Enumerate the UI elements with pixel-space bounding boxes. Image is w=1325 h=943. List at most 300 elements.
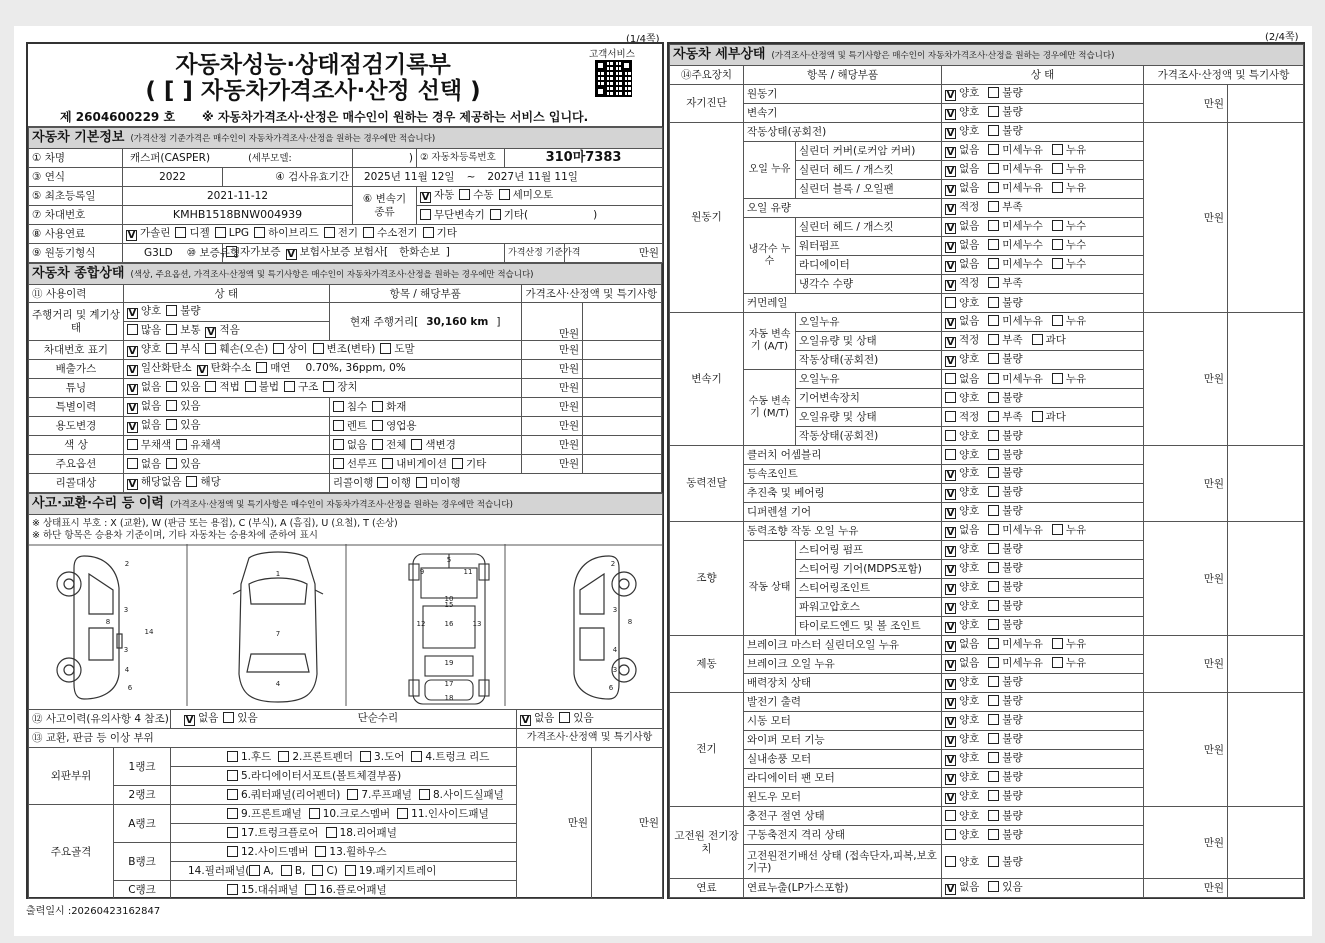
- overall-row-options: [123, 379, 521, 398]
- checkbox[interactable]: [372, 420, 383, 431]
- checkbox[interactable]: [411, 439, 422, 450]
- checkbox[interactable]: V: [521, 715, 530, 726]
- checkbox[interactable]: V: [946, 470, 955, 481]
- option-label: 기타(: [503, 209, 529, 221]
- checkbox[interactable]: [988, 430, 999, 441]
- overall-row: [29, 436, 662, 455]
- checkbox[interactable]: V: [946, 185, 955, 196]
- option-ov2-5: [323, 381, 357, 393]
- detail-state: [942, 484, 1144, 503]
- detail-state: [942, 750, 1144, 769]
- exchange-unit-1: 만원: [517, 748, 592, 899]
- detail-item: 라디에이터 팬 모터: [744, 769, 942, 788]
- checkbox[interactable]: [324, 227, 335, 238]
- overall-row-note: [583, 398, 662, 417]
- option-label: 양호: [959, 581, 980, 593]
- detail-unit: 만원: [1144, 85, 1228, 123]
- detail-item: 윈도우 모터: [744, 788, 942, 807]
- checkbox[interactable]: V: [128, 384, 137, 395]
- overall-row: [29, 379, 662, 398]
- checkbox[interactable]: V: [946, 736, 955, 747]
- option-label: 없음: [959, 144, 980, 156]
- checkbox[interactable]: V: [946, 204, 955, 215]
- option-d3-3-0: [945, 505, 979, 517]
- option-label: 없음: [959, 258, 980, 270]
- checkbox[interactable]: [166, 381, 177, 392]
- checkbox[interactable]: V: [946, 90, 955, 101]
- option-label: 색변경: [425, 439, 456, 451]
- checkbox[interactable]: [945, 392, 956, 403]
- checkbox[interactable]: [176, 439, 187, 450]
- checkbox[interactable]: V: [946, 717, 955, 728]
- checkbox[interactable]: V: [946, 261, 955, 272]
- checkbox[interactable]: [499, 189, 510, 200]
- part-label: 12.사이드멤버: [241, 846, 309, 858]
- checkbox[interactable]: V: [946, 166, 955, 177]
- checkbox[interactable]: [333, 401, 344, 412]
- checkbox[interactable]: [227, 884, 238, 895]
- checkbox[interactable]: [945, 856, 956, 867]
- detail-item: 동력조향 작동 오일 누유: [744, 522, 942, 541]
- checkbox[interactable]: [423, 227, 434, 238]
- checkbox[interactable]: [1052, 239, 1063, 250]
- checkbox[interactable]: [1052, 315, 1063, 326]
- detail-state: [942, 218, 1144, 237]
- checkbox[interactable]: [988, 411, 999, 422]
- option-ovx6-1: [382, 458, 447, 470]
- checkbox[interactable]: [175, 227, 186, 238]
- option-label: 양호: [959, 714, 980, 726]
- checkbox[interactable]: [988, 829, 999, 840]
- checkbox[interactable]: [416, 477, 427, 488]
- detail-item: 오일누유: [796, 313, 942, 332]
- checkbox[interactable]: V: [421, 192, 430, 203]
- overall-row-extra: [329, 398, 521, 417]
- year: 2022: [123, 168, 223, 187]
- title-line1: 자동차성능·상태점검기록부: [175, 52, 451, 78]
- option-d1-5-1: [988, 220, 1043, 232]
- checkbox[interactable]: [988, 581, 999, 592]
- checkbox[interactable]: [988, 373, 999, 384]
- checkbox[interactable]: [988, 714, 999, 725]
- checkbox[interactable]: [988, 220, 999, 231]
- checkbox[interactable]: V: [946, 223, 955, 234]
- overall-row-extra: [329, 417, 521, 436]
- checkbox[interactable]: [377, 477, 388, 488]
- checkbox[interactable]: [166, 419, 177, 430]
- option-label: 있음: [573, 712, 594, 724]
- option-d1-2-2: [1052, 163, 1086, 175]
- checkbox[interactable]: V: [946, 489, 955, 500]
- checkbox[interactable]: [988, 258, 999, 269]
- detail-state: [942, 541, 1144, 560]
- checkbox[interactable]: [205, 343, 216, 354]
- checkbox[interactable]: [1052, 373, 1063, 384]
- option-d2-2-0: [945, 353, 979, 365]
- checkbox[interactable]: [215, 227, 226, 238]
- option-label: 변조(변타): [326, 343, 376, 355]
- overall-row-unit: 만원: [521, 398, 583, 417]
- checkbox[interactable]: [278, 751, 289, 762]
- diagram-number-side2-0: 2: [610, 560, 616, 568]
- checkbox[interactable]: [326, 827, 337, 838]
- checkbox[interactable]: [223, 712, 234, 723]
- option-d5-1-2: [1052, 657, 1086, 669]
- diagram-number-frame-9: 12: [416, 620, 426, 628]
- detail-state: [942, 313, 1144, 332]
- option-simple-1: [559, 712, 593, 724]
- checkbox[interactable]: [1032, 334, 1043, 345]
- checkbox[interactable]: [988, 106, 999, 117]
- checkbox[interactable]: [397, 808, 408, 819]
- checkbox[interactable]: [988, 790, 999, 801]
- checkbox[interactable]: V: [946, 565, 955, 576]
- checkbox[interactable]: [315, 846, 326, 857]
- checkbox[interactable]: [988, 297, 999, 308]
- checkbox[interactable]: V: [946, 584, 955, 595]
- checkbox[interactable]: V: [128, 422, 137, 433]
- checkbox[interactable]: [945, 411, 956, 422]
- option-ov0-2: [205, 343, 268, 355]
- checkbox[interactable]: [988, 353, 999, 364]
- option-label: 적법: [219, 381, 240, 393]
- option-label: 불량: [1002, 714, 1023, 726]
- checkbox[interactable]: [988, 733, 999, 744]
- checkbox[interactable]: [249, 865, 260, 876]
- option-label: 누유: [1065, 657, 1087, 669]
- part-r1a-3: [411, 751, 489, 763]
- checkbox[interactable]: V: [946, 679, 955, 690]
- option-simple-0: [520, 712, 554, 724]
- detail-group-7: 고전원 전기장치: [670, 807, 744, 879]
- checkbox[interactable]: V: [198, 365, 206, 376]
- checkbox[interactable]: [945, 810, 956, 821]
- checkbox[interactable]: [988, 239, 999, 250]
- checkbox[interactable]: [988, 695, 999, 706]
- checkbox[interactable]: [227, 808, 238, 819]
- checkbox[interactable]: [312, 865, 323, 876]
- overall-row-note: [583, 360, 662, 379]
- checkbox[interactable]: [323, 381, 334, 392]
- checkbox[interactable]: V: [946, 546, 955, 557]
- checkbox[interactable]: [372, 401, 383, 412]
- part-rAb-1: [326, 827, 397, 839]
- checkbox[interactable]: V: [946, 527, 955, 538]
- h-item: 항목 / 해당부품: [329, 285, 521, 303]
- checkbox[interactable]: [988, 315, 999, 326]
- checkbox[interactable]: V: [946, 793, 955, 804]
- checkbox[interactable]: [1052, 657, 1063, 668]
- checkbox[interactable]: V: [946, 660, 955, 671]
- checkbox[interactable]: V: [946, 280, 955, 291]
- option-label: 렌트: [346, 420, 368, 432]
- checkbox[interactable]: [988, 392, 999, 403]
- checkbox[interactable]: [284, 381, 295, 392]
- overall-row-unit: 만원: [521, 341, 583, 360]
- checkbox[interactable]: [347, 789, 358, 800]
- checkbox[interactable]: [313, 343, 324, 354]
- checkbox[interactable]: V: [946, 698, 955, 709]
- checkbox[interactable]: [333, 420, 344, 431]
- checkbox[interactable]: [363, 227, 374, 238]
- checkbox[interactable]: [254, 227, 265, 238]
- checkbox[interactable]: [127, 324, 138, 335]
- option-d0-0-1: [988, 87, 1022, 99]
- checkbox[interactable]: [988, 182, 999, 193]
- checkbox[interactable]: [333, 439, 344, 450]
- checkbox[interactable]: [988, 657, 999, 668]
- checkbox[interactable]: V: [946, 884, 955, 895]
- checkbox[interactable]: [988, 334, 999, 345]
- detail-state: [942, 769, 1144, 788]
- checkbox[interactable]: [988, 543, 999, 554]
- rankA-parts-b: [171, 824, 517, 843]
- checkbox[interactable]: [945, 297, 956, 308]
- checkbox[interactable]: [166, 400, 177, 411]
- option-label: 불량: [180, 305, 201, 317]
- checkbox[interactable]: [988, 752, 999, 763]
- checkbox[interactable]: [420, 209, 431, 220]
- checkbox[interactable]: [411, 751, 422, 762]
- checkbox[interactable]: [988, 125, 999, 136]
- detail-item: 브레이크 마스터 실린더오일 누유: [744, 636, 942, 655]
- checkbox[interactable]: [1052, 182, 1063, 193]
- checkbox[interactable]: [1052, 258, 1063, 269]
- checkbox[interactable]: [988, 638, 999, 649]
- checkbox[interactable]: V: [128, 308, 137, 319]
- option-d5-2-1: [988, 676, 1022, 688]
- checkbox[interactable]: [380, 343, 391, 354]
- part-rBb-2: [312, 865, 337, 877]
- option-d3-1-0: [945, 467, 979, 479]
- diagram-number-frame-3: 10: [444, 595, 454, 603]
- part-rBa-1: [315, 846, 386, 858]
- engine-cell: G3LD ⑩ 보증유형: [123, 244, 223, 263]
- diagram-number-top-2: 4: [275, 680, 281, 688]
- detail-state: [942, 370, 1144, 389]
- detail-item: 디퍼렌셜 기어: [744, 503, 942, 522]
- option-fuel-4: [324, 227, 358, 239]
- checkbox[interactable]: [988, 771, 999, 782]
- option-label: 없음: [959, 373, 980, 385]
- option-d2-3-2: [1052, 373, 1086, 385]
- checkbox[interactable]: [988, 856, 999, 867]
- detail-unit: 만원: [1144, 693, 1228, 807]
- checkbox[interactable]: [1052, 163, 1063, 174]
- overall-row-label: 배출가스: [29, 360, 124, 379]
- checkbox[interactable]: V: [946, 109, 955, 120]
- checkbox[interactable]: [333, 458, 344, 469]
- checkbox[interactable]: [226, 246, 237, 257]
- checkbox[interactable]: V: [128, 346, 137, 357]
- checkbox[interactable]: [988, 562, 999, 573]
- option-ov0-3: [273, 343, 307, 355]
- option-d1-1-0: [945, 144, 979, 156]
- checkbox[interactable]: [256, 362, 267, 373]
- detail-row: [670, 879, 1304, 898]
- checkbox[interactable]: V: [946, 128, 955, 139]
- checkbox[interactable]: [988, 810, 999, 821]
- option-label: 미세누수: [1002, 258, 1043, 270]
- option-label: 없음: [534, 712, 555, 724]
- option-ov2-3: [245, 381, 279, 393]
- checkbox[interactable]: V: [946, 356, 955, 367]
- checkbox[interactable]: [559, 712, 570, 723]
- checkbox[interactable]: [227, 827, 238, 838]
- checkbox[interactable]: V: [946, 603, 955, 614]
- detail-item: 실린더 커버(로커암 커버): [796, 142, 942, 161]
- checkbox[interactable]: [988, 144, 999, 155]
- checkbox[interactable]: V: [207, 327, 215, 338]
- option-d5-0-2: [1052, 638, 1086, 650]
- checkbox[interactable]: [227, 770, 238, 781]
- checkbox[interactable]: [945, 829, 956, 840]
- checkbox[interactable]: [945, 449, 956, 460]
- checkbox[interactable]: [205, 381, 216, 392]
- checkbox[interactable]: [988, 467, 999, 478]
- checkbox[interactable]: [273, 343, 284, 354]
- page-number-left: (1/4쪽): [626, 34, 660, 45]
- part-rC-1: [305, 884, 386, 896]
- option-label: 불량: [1002, 581, 1023, 593]
- checkbox[interactable]: [988, 881, 999, 892]
- checkbox[interactable]: V: [287, 249, 295, 260]
- option-label: 불량: [1002, 505, 1023, 517]
- option-hist-0: [184, 712, 218, 724]
- option-label: 있음: [237, 712, 258, 724]
- checkbox[interactable]: V: [946, 755, 955, 766]
- option-d1-2-0: [945, 163, 979, 175]
- checkbox[interactable]: [988, 163, 999, 174]
- checkbox[interactable]: [166, 305, 177, 316]
- checkbox[interactable]: V: [128, 479, 137, 490]
- checkbox[interactable]: [127, 439, 138, 450]
- checkbox[interactable]: V: [128, 365, 137, 376]
- checkbox[interactable]: [988, 524, 999, 535]
- fuel-label: ⑧ 사용연료: [29, 225, 123, 244]
- option-d2-5-1: [988, 411, 1022, 423]
- detail-state: [942, 104, 1144, 123]
- checkbox[interactable]: [227, 846, 238, 857]
- checkbox[interactable]: V: [946, 622, 955, 633]
- checkbox[interactable]: [988, 505, 999, 516]
- checkbox[interactable]: V: [128, 403, 137, 414]
- checkbox[interactable]: V: [946, 774, 955, 785]
- detail-state: [942, 807, 1144, 826]
- mileage-note: [583, 303, 662, 341]
- fuel-options: [123, 225, 663, 244]
- checkbox[interactable]: [166, 343, 177, 354]
- checkbox[interactable]: [227, 751, 238, 762]
- checkbox[interactable]: [988, 277, 999, 288]
- checkbox[interactable]: [166, 324, 177, 335]
- checkbox[interactable]: V: [946, 508, 955, 519]
- overall-row-options: [123, 341, 521, 360]
- rankA-parts-a: [171, 805, 517, 824]
- option-label: 양호: [959, 855, 980, 868]
- checkbox[interactable]: [419, 789, 430, 800]
- checkbox[interactable]: V: [946, 641, 955, 652]
- checkbox[interactable]: [988, 600, 999, 611]
- checkbox[interactable]: [281, 865, 292, 876]
- overall-row-unit: 만원: [521, 455, 583, 474]
- checkbox[interactable]: [382, 458, 393, 469]
- option-d6-5-0: [945, 790, 979, 802]
- checkbox[interactable]: [245, 381, 256, 392]
- option-label: 양호: [959, 600, 980, 612]
- checkbox[interactable]: [309, 808, 320, 819]
- checkbox[interactable]: [988, 87, 999, 98]
- checkbox[interactable]: [345, 865, 356, 876]
- checkbox[interactable]: [988, 676, 999, 687]
- checkbox[interactable]: [490, 209, 501, 220]
- checkbox[interactable]: V: [946, 242, 955, 253]
- option-d4-2-1: [988, 562, 1022, 574]
- option-d4-0-1: [988, 524, 1043, 536]
- checkbox[interactable]: [945, 430, 956, 441]
- checkbox[interactable]: V: [946, 147, 955, 158]
- detail-item: 원동기: [744, 85, 942, 104]
- checkbox[interactable]: V: [946, 337, 955, 348]
- option-label: 미세누유: [1002, 182, 1043, 194]
- option-label: 불량: [1002, 125, 1023, 137]
- checkbox[interactable]: [1032, 411, 1043, 422]
- option-d1-6-2: [1052, 239, 1086, 251]
- checkbox[interactable]: [186, 476, 197, 487]
- checkbox[interactable]: [1052, 638, 1063, 649]
- option-label: 불법: [258, 381, 280, 393]
- option-recalldone-1: [416, 477, 460, 489]
- checkbox[interactable]: [305, 884, 316, 895]
- checkbox[interactable]: [1052, 144, 1063, 155]
- detail-item: 실린더 헤드 / 개스킷: [796, 161, 942, 180]
- checkbox[interactable]: [166, 458, 177, 469]
- detail-group-3: 동력전달: [670, 446, 744, 522]
- checkbox[interactable]: [459, 189, 470, 200]
- detail-group-1: 원동기: [670, 123, 744, 313]
- option-label: 구조: [298, 381, 319, 393]
- checkbox[interactable]: [227, 789, 238, 800]
- detail-item: 오일 유량: [744, 199, 942, 218]
- checkbox[interactable]: V: [946, 318, 955, 329]
- checkbox[interactable]: [452, 458, 463, 469]
- checkbox[interactable]: [988, 486, 999, 497]
- checkbox[interactable]: [1052, 220, 1063, 231]
- checkbox[interactable]: V: [185, 715, 194, 726]
- checkbox[interactable]: [988, 449, 999, 460]
- detail-item: 오일누유: [796, 370, 942, 389]
- checkbox[interactable]: [1052, 524, 1063, 535]
- checkbox[interactable]: [372, 439, 383, 450]
- checkbox[interactable]: [945, 373, 956, 384]
- checkbox[interactable]: [127, 458, 138, 469]
- option-d1-2-1: [988, 163, 1043, 175]
- detail-state: [942, 693, 1144, 712]
- detail-item: 배력장치 상태: [744, 674, 942, 693]
- checkbox[interactable]: V: [127, 230, 136, 241]
- diagram-number-frame-8: 18: [444, 694, 454, 702]
- h-price: 가격조사·산정액 및 특기사항: [521, 285, 661, 303]
- checkbox[interactable]: [360, 751, 371, 762]
- checkbox[interactable]: [988, 201, 999, 212]
- diagram-number-side2-5: 6: [608, 684, 614, 692]
- option-label: 양호: [959, 543, 980, 555]
- simple-repair-options: [517, 710, 663, 729]
- diagram-number-side2-3: 4: [612, 646, 618, 654]
- legend: ※ 상태표시 부호 : X (교환), W (판금 또는 용접), C (부식), A (흠집), U (요철), T (손상) ※ 하단 항목은 승용차 기준이며, 기타 자동차는 승용차에 준하여 표시: [29, 515, 663, 545]
- checkbox[interactable]: [988, 619, 999, 630]
- inspect-label: ④ 검사유효기간: [223, 168, 353, 187]
